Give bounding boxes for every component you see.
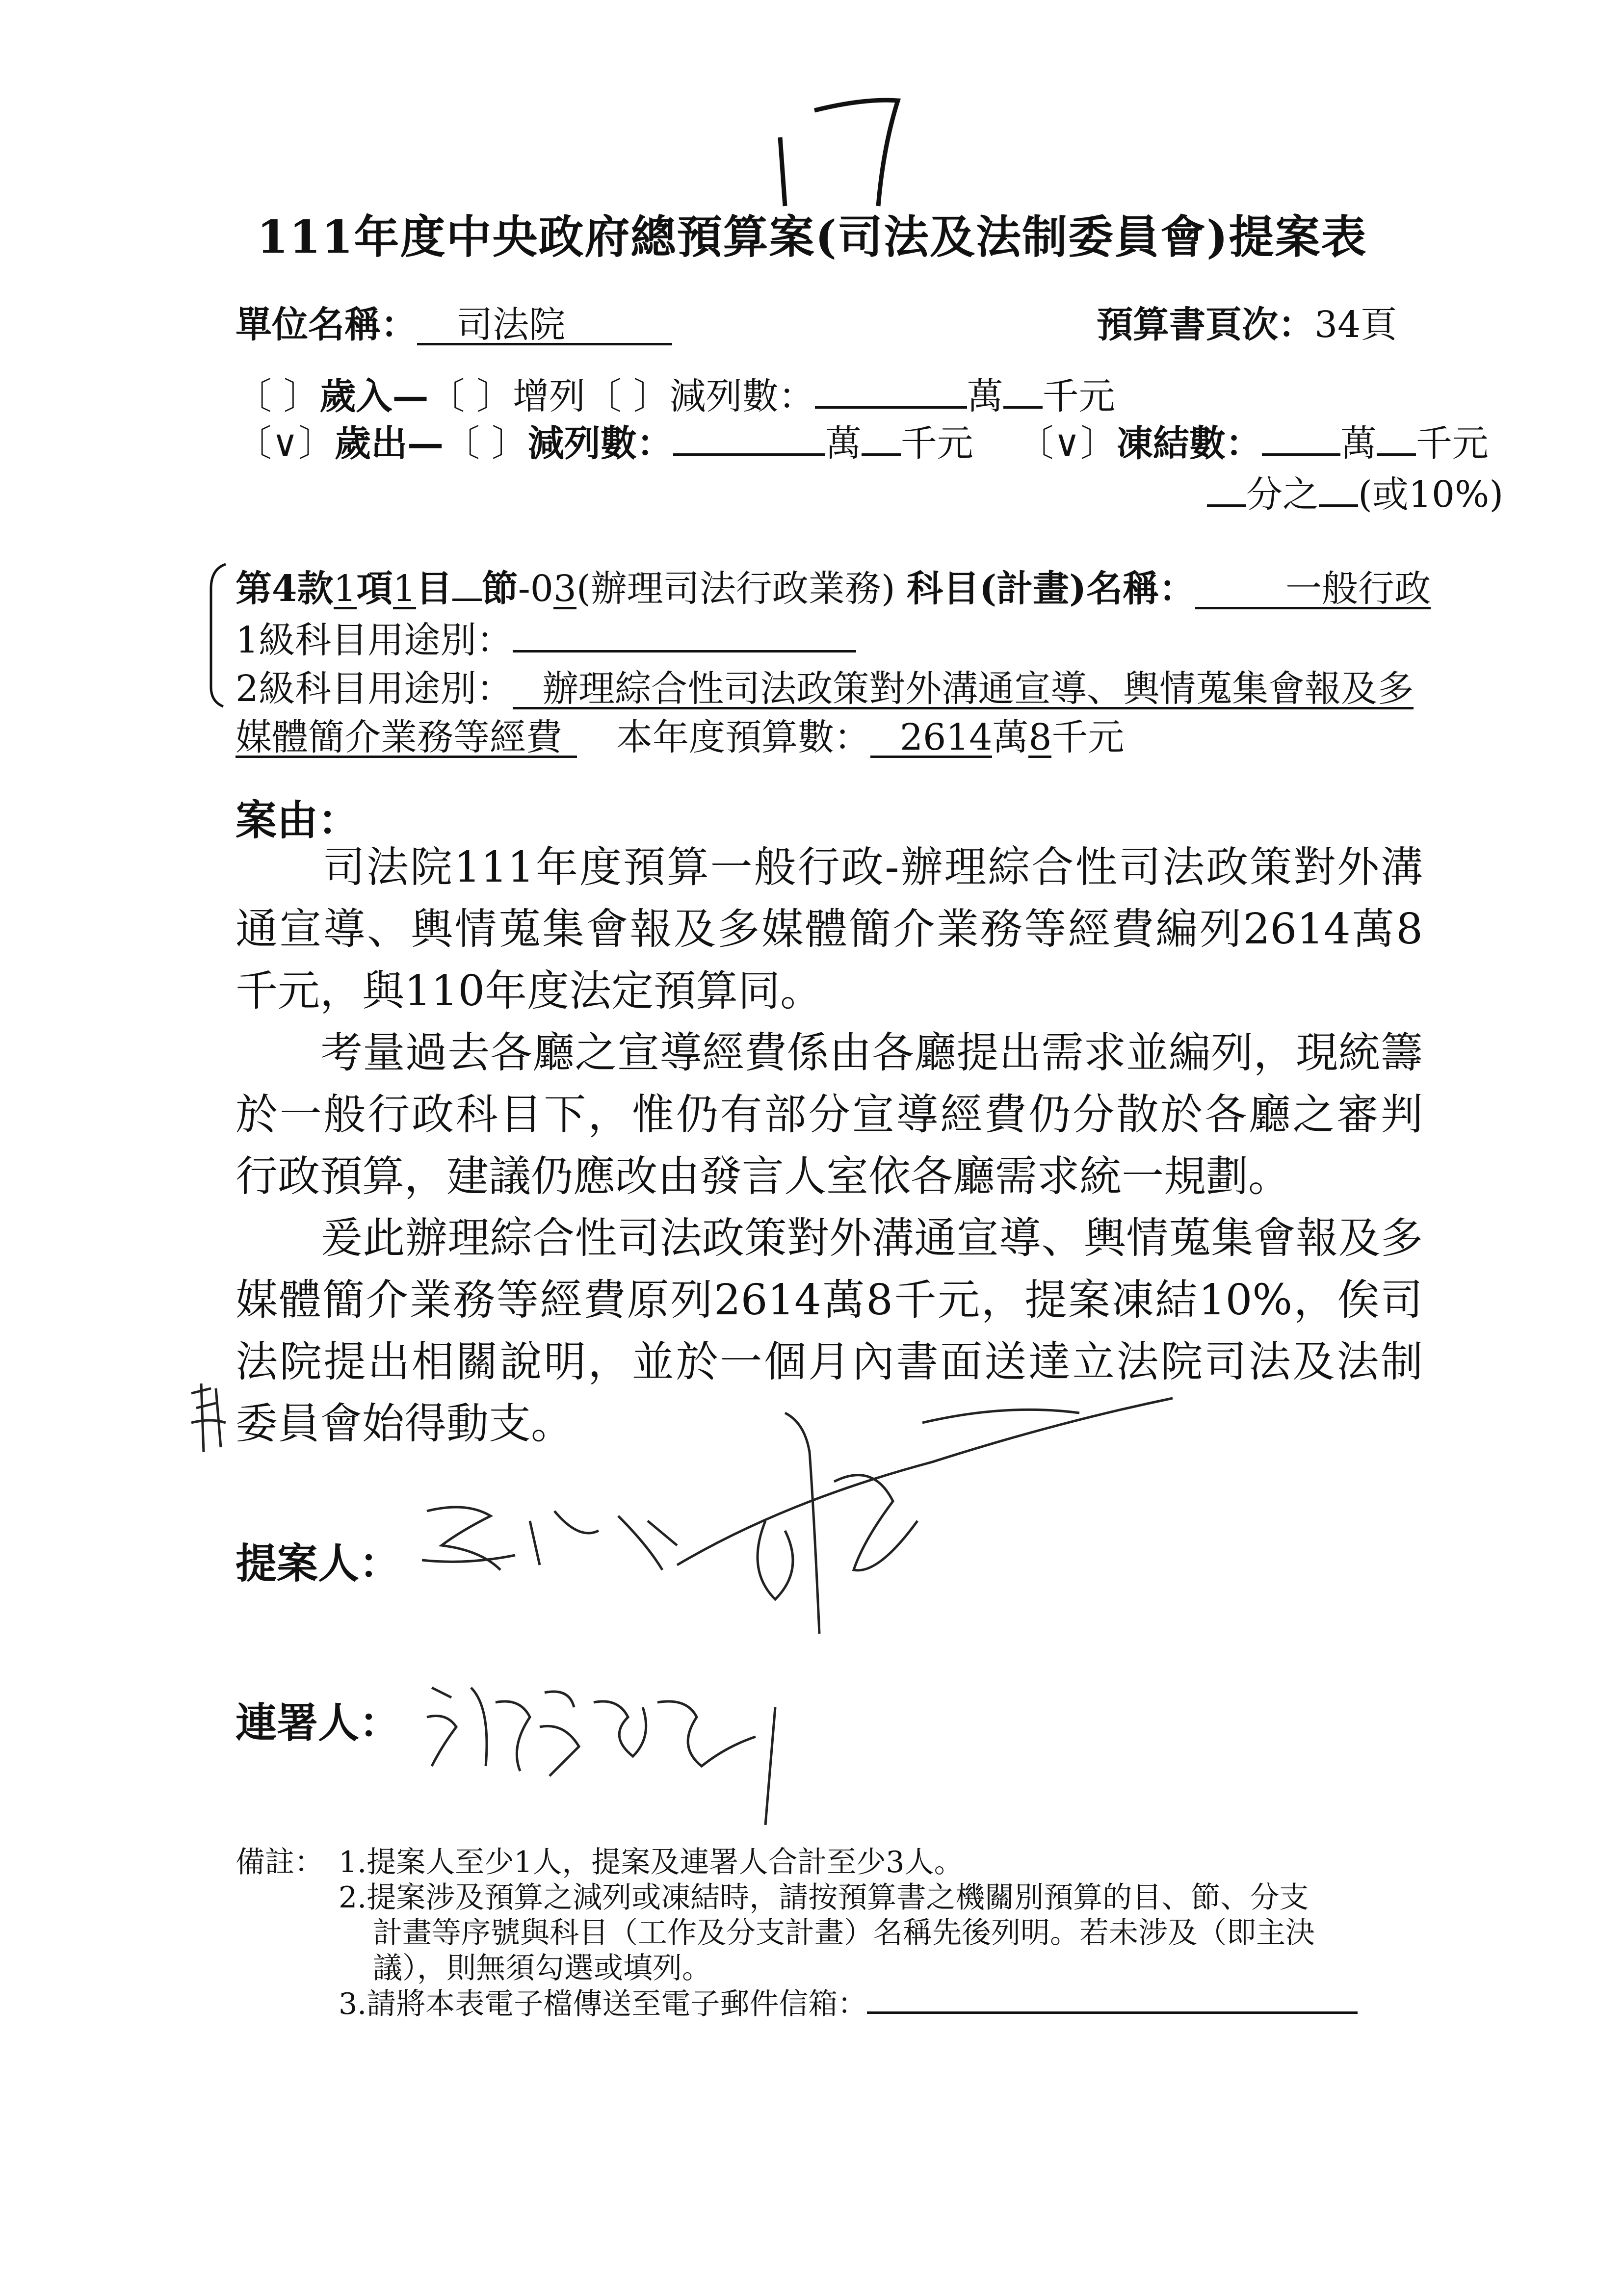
wan-label: 萬 — [967, 375, 1003, 417]
budget-qian-value: 8 — [1028, 716, 1052, 758]
note-1: 1.提案人至少1人，提案及連署人合計至少3人。 — [339, 1845, 964, 1879]
reason-line: 委員會始得動支。 — [236, 1399, 573, 1448]
revenue-checkbox[interactable]: 〔 〕 — [236, 375, 320, 417]
qian-label: 千元 — [900, 422, 973, 465]
jie-description: (辦理司法行政業務) — [576, 568, 895, 610]
reason-line: 千元，與110年度法定預算同。 — [236, 966, 823, 1016]
freeze-label: 凍結數： — [1116, 422, 1262, 465]
margin-initial-signature — [191, 1383, 226, 1452]
subject-name-value: 一般行政 — [1195, 571, 1431, 609]
note-3-text: 3.請將本表電子檔傳送至電子郵件信箱： — [339, 1987, 867, 2021]
proposer-signature — [422, 1398, 1173, 1634]
subject-name-label: 科目(計畫)名稱： — [907, 568, 1196, 610]
mu-value: 1 — [393, 568, 416, 610]
page-title: 111年度中央政府總預算案(司法及法制委員會)提案表 — [257, 210, 1367, 263]
page-ref-value: 34頁 — [1314, 304, 1397, 346]
percent-label: (或10%) — [1358, 473, 1504, 516]
expense-checkbox[interactable]: 〔∨〕 — [236, 422, 335, 465]
reason-line: 媒體簡介業務等經費原列2614萬8千元，提案凍結10%，俟司 — [236, 1276, 1423, 1325]
cosigner-label: 連署人： — [236, 1698, 401, 1747]
freeze-checkbox[interactable]: 〔∨〕 — [1017, 422, 1117, 465]
jie-code: -0 — [518, 568, 553, 610]
wan-label: 萬 — [992, 716, 1029, 758]
unit-value: 司法院 — [417, 307, 672, 345]
level1-label: 1級科目用途別： — [236, 619, 513, 661]
email-blank[interactable] — [867, 1986, 1358, 2014]
increase-label: 增列 — [513, 375, 586, 417]
proposer-label: 提案人： — [236, 1539, 401, 1588]
level2-value-cont: 媒體簡介業務等經費 — [236, 719, 577, 758]
jie-label: 節 — [481, 568, 518, 610]
reason-line: 法院提出相關說明，並於一個月內書面送達立法院司法及法制 — [236, 1337, 1423, 1386]
note-3 — [339, 1986, 1358, 2022]
decrease-label: 減列數： — [669, 375, 815, 417]
wan-label: 萬 — [1340, 422, 1377, 465]
xiang-label: 項 — [356, 568, 393, 610]
reason-line: 於一般行政科目下，惟仍有部分宣導經費仍分散於各廳之審判 — [236, 1090, 1423, 1139]
cosigner-signature — [427, 1688, 775, 1825]
notes-label: 備註： — [236, 1845, 324, 1879]
reason-line: 爰此辦理綜合性司法政策對外溝通宣導、輿情蒐集會報及多 — [236, 1214, 1423, 1263]
qian-label: 千元 — [1415, 422, 1489, 465]
reason-line: 司法院111年度預算一般行政-辦理綜合性司法政策對外溝 — [236, 843, 1423, 892]
level2-value: 辦理綜合性司法政策對外溝通宣導、輿情蒐集會報及多 — [513, 671, 1414, 709]
qian-label: 千元 — [1051, 716, 1125, 758]
reason-line: 行政預算，建議仍應改由發言人室依各廳需求統一規劃。 — [236, 1152, 1290, 1201]
kuan-label: 第4款 — [236, 568, 334, 610]
expense-decrease-checkbox[interactable]: 〔 〕 — [444, 422, 528, 465]
budget-wan-value: 2614 — [870, 719, 992, 758]
note-2: 2.提案涉及預算之減列或凍結時，請按預算書之機關別預算的目、節、分支 — [339, 1880, 1309, 1915]
fraction-label: 分之 — [1246, 473, 1319, 516]
jie-code-value: 3 — [553, 568, 576, 610]
mu-label: 目 — [416, 568, 452, 610]
budget-label: 本年度預算數： — [616, 716, 870, 758]
qian-label: 千元 — [1042, 375, 1115, 417]
level2-label: 2級科目用途別： — [236, 668, 513, 710]
xiang-value: 1 — [333, 568, 357, 610]
expense-label: 歲出— — [335, 422, 444, 465]
note-2-cont2: 議），則無須勾選或填列。 — [373, 1951, 711, 1985]
reason-heading: 案由： — [236, 796, 360, 844]
revenue-label: 歲入— — [319, 375, 429, 417]
page-ref-label: 預算書頁次： — [1097, 304, 1314, 346]
wan-label: 萬 — [825, 422, 862, 465]
decrease-checkbox[interactable]: 〔 〕 — [585, 375, 670, 417]
note-2-cont: 計畫等序號與科目（工作及分支計畫）名稱先後列明。若未涉及（即主決 — [373, 1916, 1315, 1950]
expense-decrease-label: 減列數： — [527, 422, 673, 465]
reason-line: 考量過去各廳之宣導經費係由各廳提出需求並編列，現統籌 — [236, 1028, 1423, 1077]
unit-label: 單位名稱： — [236, 304, 417, 346]
reason-line: 通宣導、輿情蒐集會報及多媒體簡介業務等經費編列2614萬8 — [236, 905, 1423, 954]
increase-checkbox[interactable]: 〔 〕 — [428, 375, 513, 417]
